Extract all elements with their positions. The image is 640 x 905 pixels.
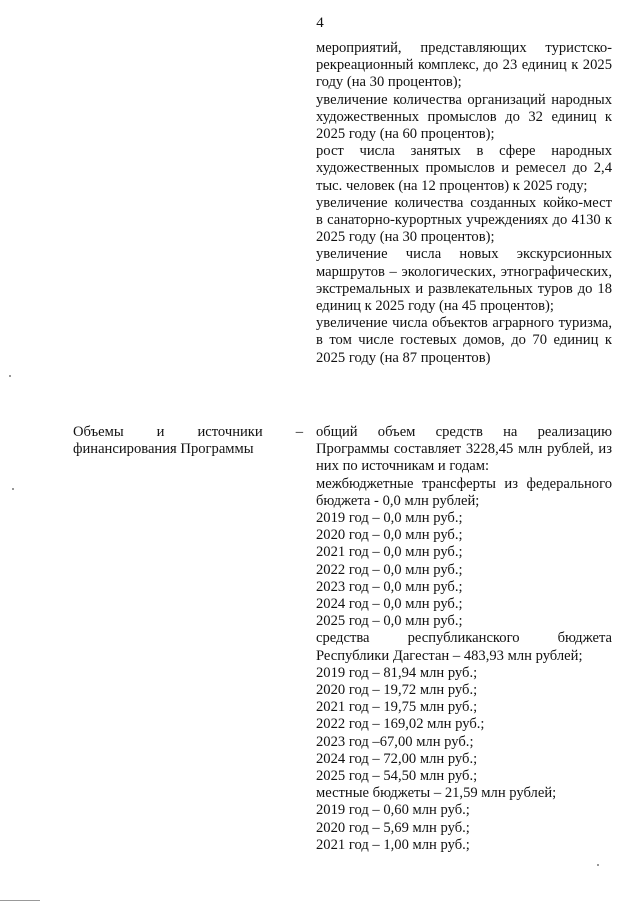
target-item: мероприятий, представляющих туристско-рекреационный комплекс, до 23 единиц к 2025 году (на 30 процентов); (316, 40, 612, 91)
financing-label (73, 424, 303, 458)
page-number: 4 (316, 15, 324, 31)
federal-year-line: 2022 год – 0,0 млн руб.; (316, 561, 463, 578)
scan-speck (597, 864, 599, 866)
financing-intro: общий объем средств на реализацию Программы составляет 3228,45 млн рублей, из них по источникам и годам: (316, 424, 612, 475)
republic-year-line: 2020 год – 19,72 млн руб.; (316, 682, 478, 699)
financing-label-line-1: Объемы и источники – (73, 424, 303, 440)
republic-year-line: 2023 год –67,00 млн руб.; (316, 733, 474, 750)
republic-budget-header: средства республиканского бюджета Республики Дагестан – 483,93 млн рублей; (316, 630, 612, 664)
target-item: рост числа занятых в сфере народных художественных промыслов и ремесел до 2,4 тыс. человек (на 12 процентов) к 2025 году; (316, 143, 612, 194)
local-year-line: 2021 год – 1,00 млн руб.; (316, 836, 470, 853)
scan-speck (9, 375, 11, 377)
target-item: увеличение количества созданных койко-мест в санаторно-курортных учреждениях до 4130 к 2025 году (на 30 процентов); (316, 194, 612, 246)
federal-year-line: 2024 год – 0,0 млн руб.; (316, 596, 463, 613)
financing-details (316, 424, 612, 854)
local-year-line: 2020 год – 5,69 млн руб.; (316, 819, 470, 836)
federal-year-line: 2020 год – 0,0 млн руб.; (316, 527, 463, 544)
federal-budget-header: межбюджетные трансферты из федерального бюджета - 0,0 млн рублей; (316, 475, 612, 509)
target-item: увеличение количества организаций народных художественных промыслов до 32 единиц к 2025 году (на 60 процентов); (316, 91, 612, 143)
target-item: увеличение числа объектов аграрного туризма, в том числе гостевых домов, до 70 единиц к 2025 году (на 87 процентов) (316, 315, 612, 366)
federal-year-line: 2025 год – 0,0 млн руб.; (316, 613, 463, 630)
scan-speck (12, 488, 14, 490)
federal-year-line: 2019 год – 0,0 млн руб.; (316, 510, 463, 527)
local-budget-header: местные бюджеты – 21,59 млн рублей; (316, 785, 557, 802)
republic-year-line: 2019 год – 81,94 млн руб.; (316, 664, 478, 681)
federal-year-line: 2021 год – 0,0 млн руб.; (316, 544, 463, 561)
republic-year-line: 2025 год – 54,50 млн руб.; (316, 768, 478, 785)
scan-edge-mark (0, 900, 40, 901)
financing-label-line-2: финансирования Программы (73, 441, 254, 458)
local-year-line: 2019 год – 0,60 млн руб.; (316, 802, 470, 819)
federal-year-line: 2023 год – 0,0 млн руб.; (316, 578, 463, 595)
republic-year-line: 2024 год – 72,00 млн руб.; (316, 750, 478, 767)
target-item: увеличение числа новых экскурсионных маршрутов – экологических, этнографических, экстремальных и развлекательных туров до 18 единиц к 2025 году (на 45 процентов); (316, 246, 612, 315)
republic-year-line: 2022 год – 169,02 млн руб.; (316, 716, 485, 733)
targets-list (316, 40, 612, 367)
republic-year-line: 2021 год – 19,75 млн руб.; (316, 699, 478, 716)
